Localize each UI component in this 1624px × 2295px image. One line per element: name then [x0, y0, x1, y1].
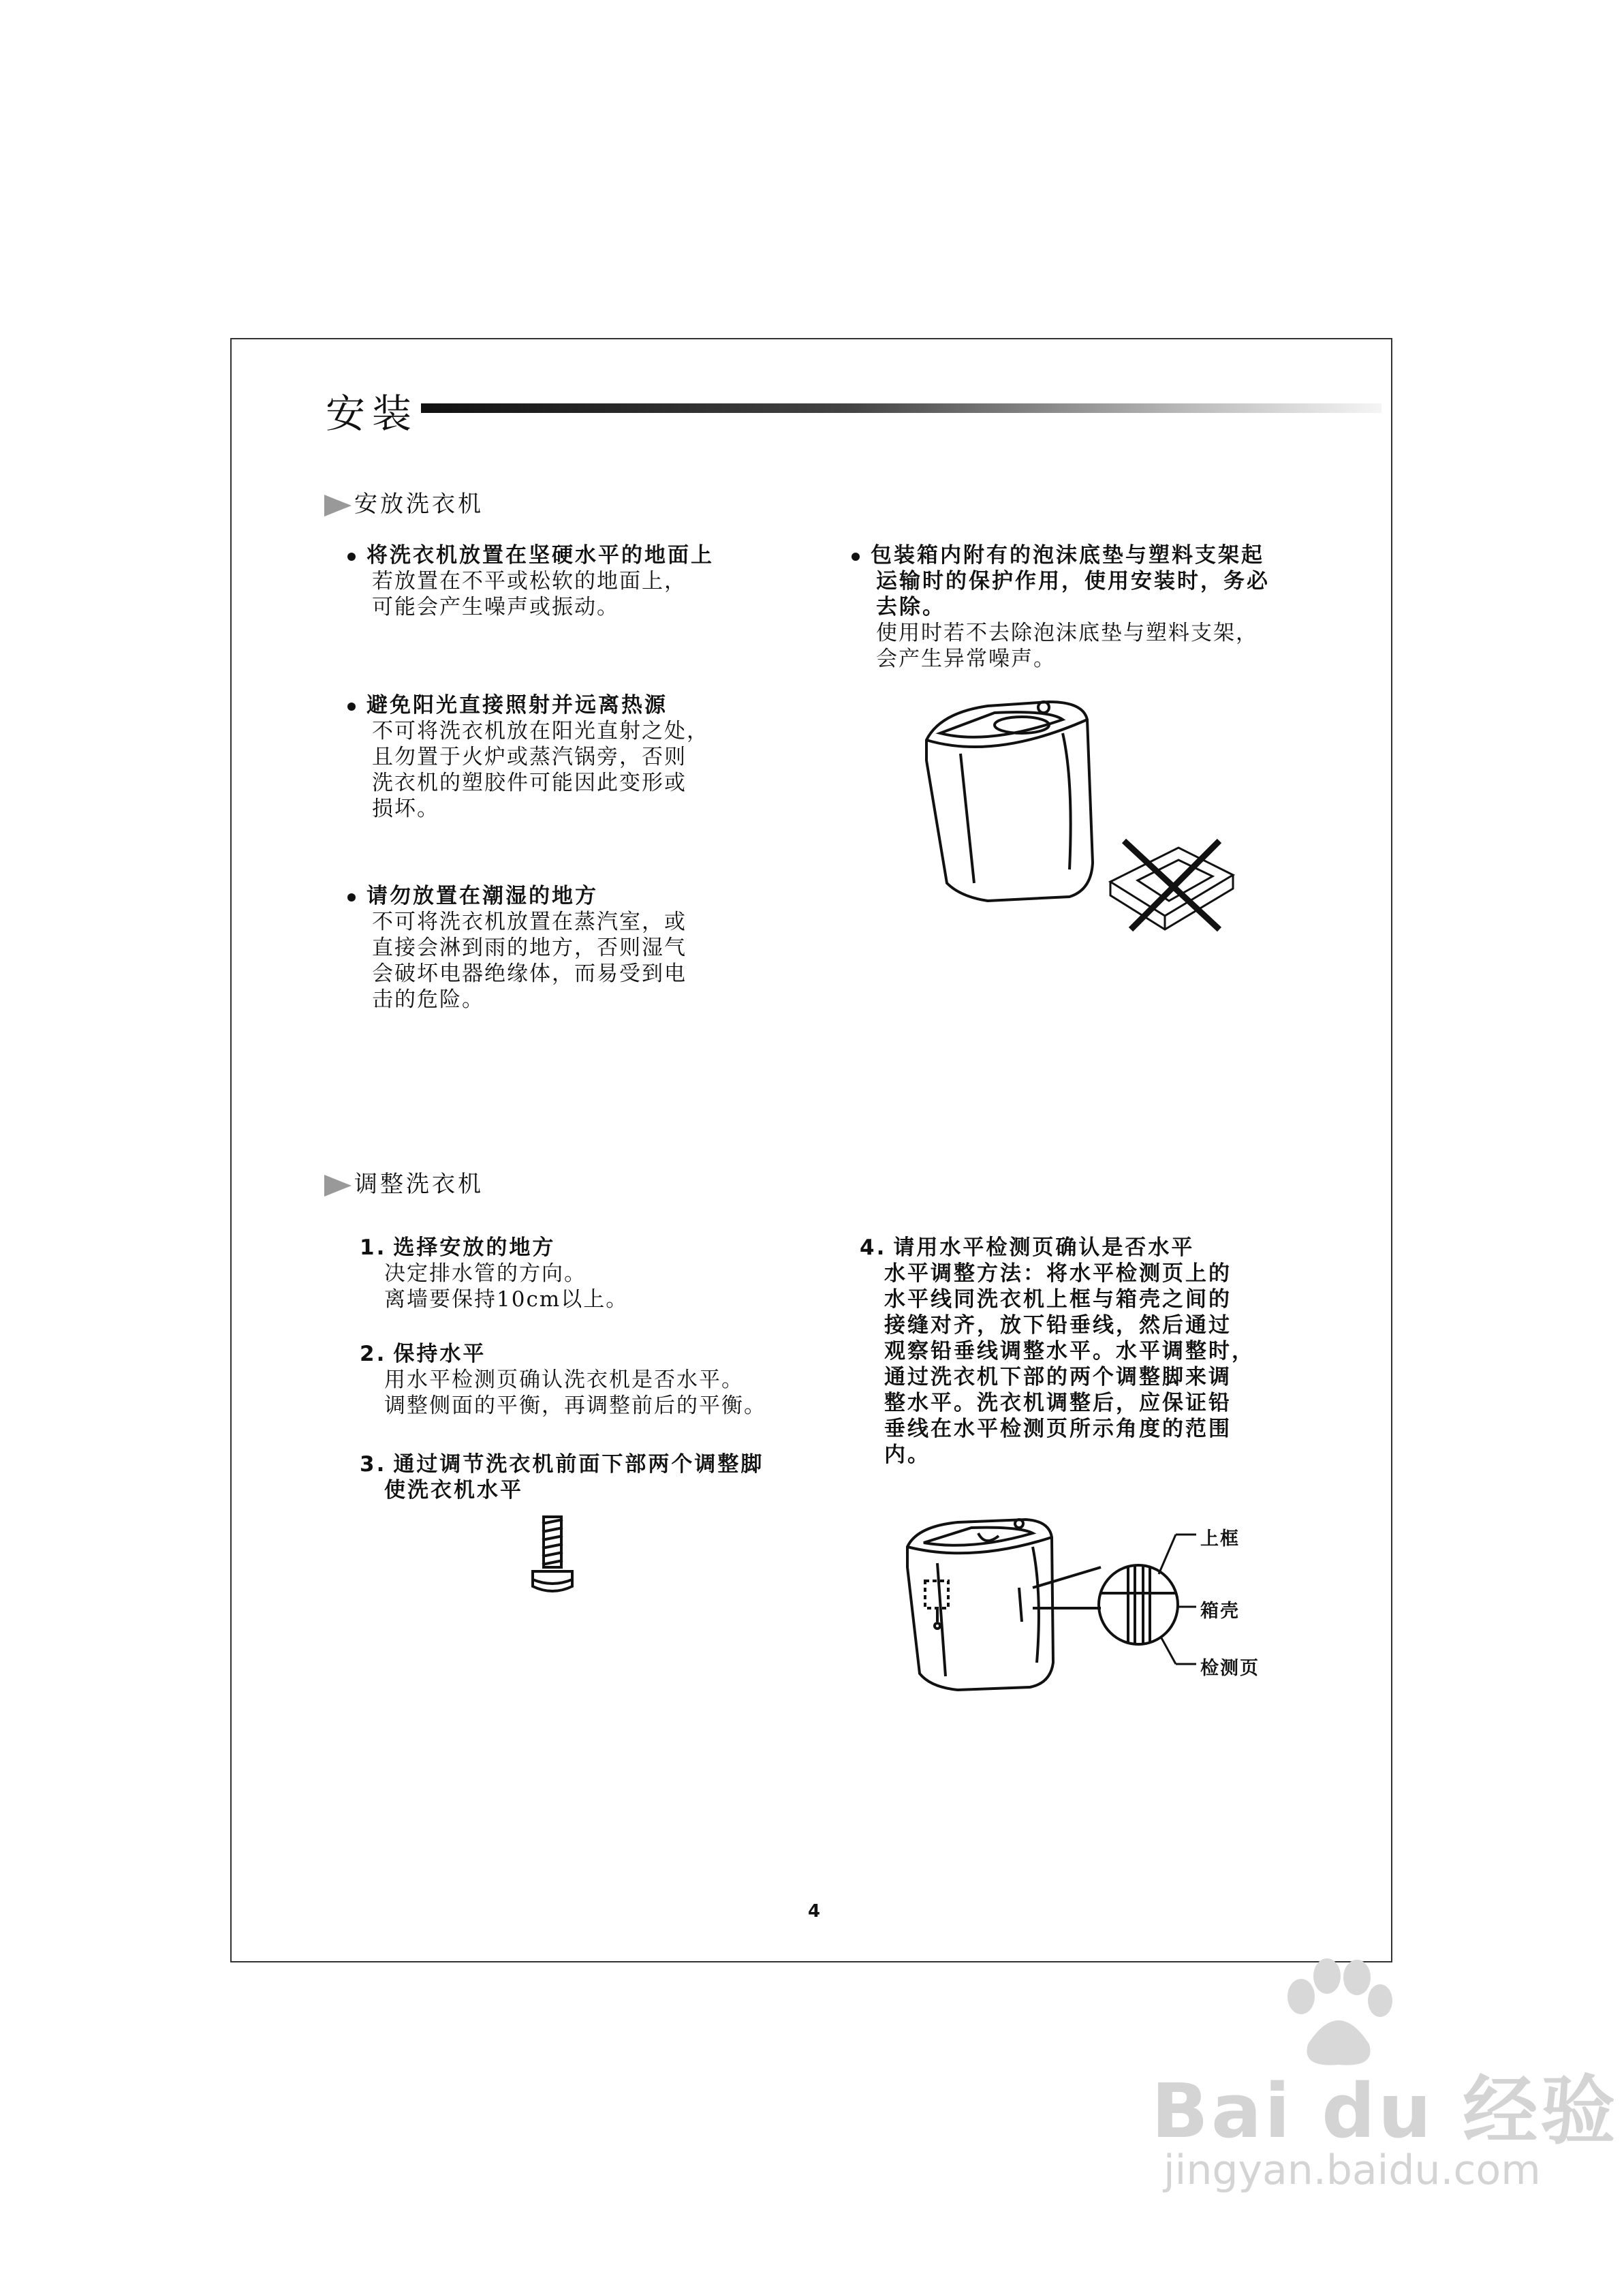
bullet-icon: [852, 553, 860, 561]
note-line: 使用时若不去除泡沫底垫与塑料支架，: [876, 621, 1258, 645]
step-line: 整水平。洗衣机调整后，应保证铅: [884, 1391, 1232, 1415]
item-line: 若放置在不平或松软的地面上，: [372, 569, 687, 594]
bullet-icon: [347, 553, 356, 561]
step-head-line2: 使洗衣机水平: [384, 1478, 523, 1503]
step-line: 垂线在水平检测页所示角度的范围: [884, 1417, 1232, 1441]
step-line: 内。: [884, 1443, 931, 1467]
adjust-step-1: [360, 1235, 837, 1312]
watermark-url: jingyan.baidu.com: [1164, 2146, 1541, 2194]
step-line: 决定排水管的方向。: [384, 1261, 587, 1286]
title-gradient-bar: [421, 403, 1381, 413]
placement-item-3: [347, 883, 824, 1013]
step-number: 4.: [860, 1235, 887, 1260]
item-line: 不可将洗衣机放置在蒸汽室，或: [372, 910, 687, 934]
note-line: 会产生异常噪声。: [876, 647, 1056, 671]
adjust-step-4: [860, 1235, 1377, 1468]
item-line: 且勿置于火炉或蒸汽锅旁，否则: [372, 745, 687, 769]
item-line: 击的危险。: [372, 987, 484, 1012]
step-number: 1.: [360, 1235, 387, 1260]
item-line: 会破坏电器绝缘体，而易受到电: [372, 961, 687, 986]
section-heading-text: 调整洗衣机: [354, 1171, 484, 1198]
step-head: 保持水平: [393, 1342, 486, 1366]
item-line: 直接会淋到雨的地方，否则湿气: [372, 936, 687, 960]
triangle-marker-icon: [324, 1175, 352, 1197]
item-head: 请勿放置在潮湿的地方: [366, 884, 598, 908]
step-number: 2.: [360, 1342, 387, 1366]
section-heading-placement: [324, 485, 484, 519]
adjustment-foot-icon: [529, 1511, 576, 1600]
item-line: 不可将洗衣机放在阳光直射之处，: [372, 719, 709, 743]
label-upper-frame: 上框: [1200, 1528, 1240, 1550]
page-title: 安装: [326, 390, 419, 437]
note-head-line: 包装箱内附有的泡沫底垫与塑料支架起: [871, 543, 1264, 568]
foam-base-crossed-icon: [1104, 827, 1240, 943]
bullet-icon: [347, 703, 356, 711]
step-head: 通过调节洗衣机前面下部两个调整脚: [393, 1452, 764, 1477]
item-line: 可能会产生噪声或振动。: [372, 595, 619, 619]
step-line: 观察铅垂线调整水平。水平调整时，: [884, 1339, 1255, 1364]
adjust-step-3: [360, 1451, 850, 1503]
triangle-marker-icon: [324, 495, 352, 517]
placement-item-1: [347, 542, 824, 620]
step-number: 3.: [360, 1452, 387, 1477]
step-line: 调整侧面的平衡，再调整前后的平衡。: [384, 1393, 766, 1418]
step-line: 用水平检测页确认洗衣机是否水平。: [384, 1368, 744, 1392]
page-number: 4: [808, 1901, 821, 1922]
note-head-line: 运输时的保护作用，使用安装时，务必: [876, 569, 1270, 594]
step-line: 水平线同洗衣机上框与箱壳之间的: [884, 1287, 1232, 1312]
item-line: 损坏。: [372, 797, 439, 821]
section-heading-adjust: [324, 1165, 484, 1199]
step-line: 通过洗衣机下部的两个调整脚来调: [884, 1365, 1232, 1389]
step-head: 请用水平检测页确认是否水平: [893, 1235, 1195, 1260]
step-line: 水平调整方法：将水平检测页上的: [884, 1261, 1232, 1286]
adjust-step-2: [360, 1341, 850, 1419]
item-line: 洗衣机的塑胶件可能因此变形或: [372, 771, 687, 795]
label-cabinet: 箱壳: [1200, 1601, 1240, 1622]
bullet-icon: [347, 893, 356, 902]
step-line: 离墙要保持10cm以上。: [384, 1287, 629, 1312]
section-heading-text: 安放洗衣机: [354, 491, 484, 518]
label-check-page: 检测页: [1200, 1658, 1260, 1679]
packaging-note: [852, 542, 1369, 672]
level-check-diagram: [896, 1506, 1210, 1697]
watermark-brand: Bai du 经验: [1151, 2067, 1619, 2155]
step-line: 接缝对齐，放下铅垂线，然后通过: [884, 1313, 1232, 1338]
item-head: 避免阳光直接照射并远离热源: [366, 693, 668, 718]
step-head: 选择安放的地方: [393, 1235, 556, 1260]
item-head: 将洗衣机放置在坚硬水平的地面上: [366, 543, 714, 568]
placement-item-2: [347, 692, 824, 822]
note-head-line: 去除。: [876, 595, 946, 619]
